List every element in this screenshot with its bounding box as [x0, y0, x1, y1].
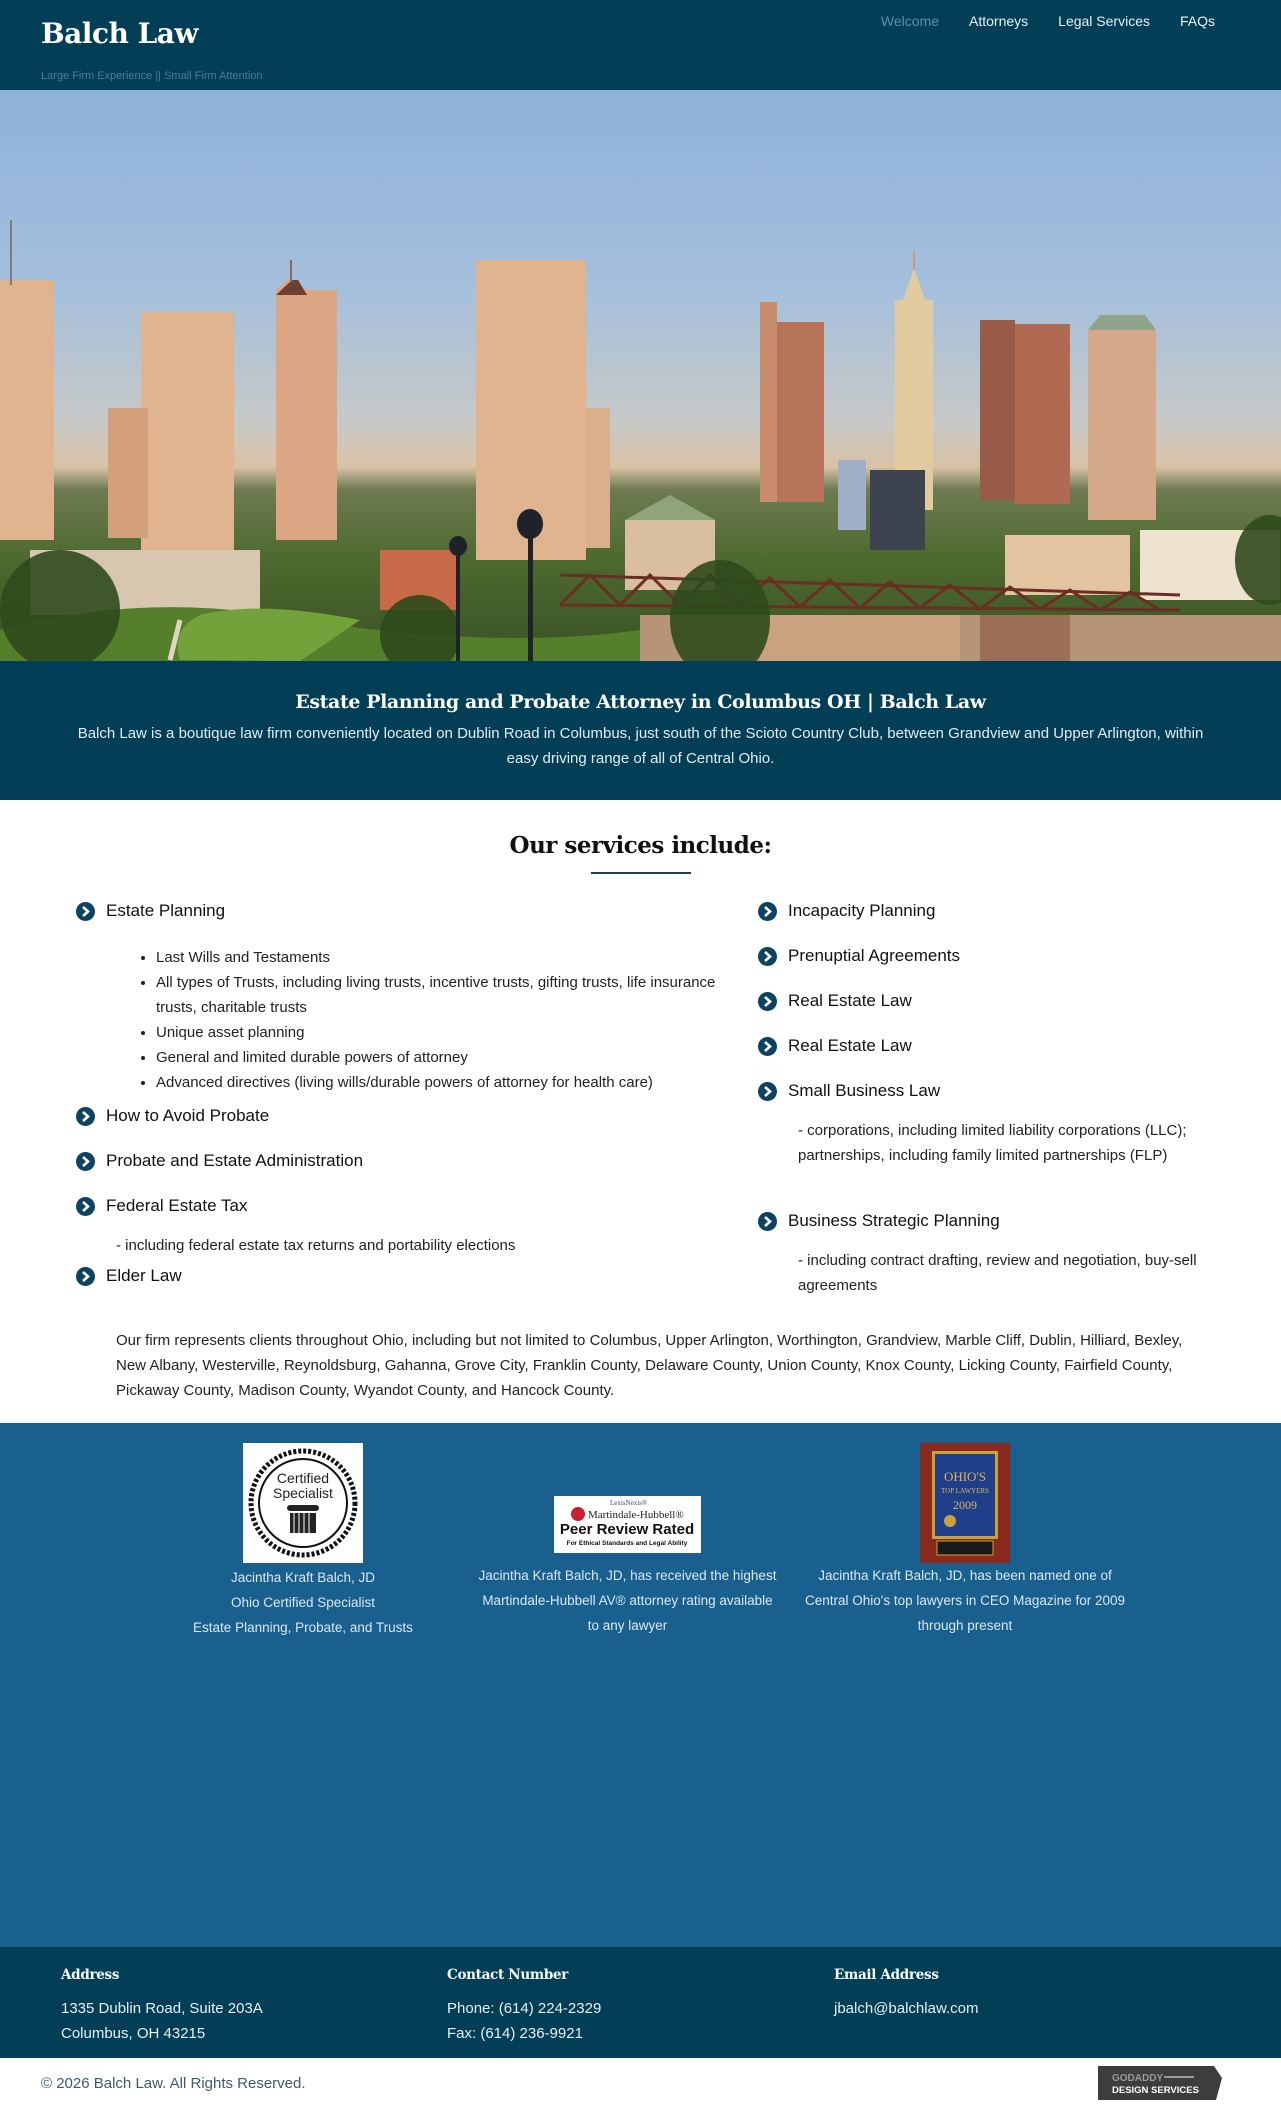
svg-text:TOP LAWYERS: TOP LAWYERS [941, 1487, 989, 1495]
credentials-section [0, 1423, 1281, 1947]
credential-line: Jacintha Kraft Balch, JD [230, 1570, 376, 1585]
site-brand[interactable]: Balch Law [41, 17, 199, 50]
svg-text:Specialist: Specialist [273, 1485, 333, 1501]
svg-text:DESIGN SERVICES: DESIGN SERVICES [1112, 2085, 1199, 2096]
intro-band [0, 661, 1281, 800]
godaddy-design-services-badge[interactable] [1098, 2066, 1222, 2100]
nav-legal-services[interactable]: Legal Services [1058, 13, 1150, 29]
chevron-circle-right-icon [758, 1212, 777, 1231]
service-probate-estate-admin[interactable] [76, 1151, 363, 1171]
page-title: Estate Planning and Probate Attorney in Columbus OH | Balch Law [295, 691, 986, 713]
small-business-note: - corporations, including limited liability corporations (LLC); partnerships, including family limited partnerships (FLP) [798, 1122, 1187, 1164]
service-label: Estate Planning [106, 901, 226, 920]
service-real-estate-law[interactable] [758, 991, 912, 1011]
footer-email [834, 1967, 978, 2021]
strategic-planning-note: - including contract drafting, review and negotiation, buy-sell agreements [798, 1252, 1197, 1294]
svg-text:For Ethical Standards and Lega: For Ethical Standards and Legal Ability [566, 1540, 688, 1547]
chevron-circle-right-icon [76, 1267, 95, 1286]
service-label: Federal Estate Tax [106, 1196, 248, 1215]
nav-welcome[interactable]: Welcome [880, 13, 940, 29]
chevron-circle-right-icon [758, 1037, 777, 1056]
chevron-circle-right-icon [76, 1152, 95, 1171]
service-label: Real Estate Law [788, 991, 912, 1010]
address-line: Columbus, OH 43215 [61, 2025, 206, 2042]
chevron-circle-right-icon [76, 1197, 95, 1216]
footer-heading: Email Address [834, 1967, 939, 1983]
chevron-circle-right-icon [76, 902, 95, 921]
credential-line: Central Ohio's top lawyers in CEO Magazine for 2009 [805, 1593, 1125, 1608]
ohios-top-lawyers-plaque-image [920, 1443, 1010, 1563]
footer-contact [0, 1947, 1281, 2058]
service-incapacity-planning[interactable] [758, 901, 935, 921]
svg-text:GODADDY: GODADDY [1112, 2073, 1164, 2084]
chevron-circle-right-icon [758, 902, 777, 921]
svg-text:Martindale-Hubbell®: Martindale-Hubbell® [588, 1509, 684, 1521]
credential-line: Estate Planning, Probate, and Trusts [193, 1620, 413, 1635]
fax-number: Fax: (614) 236-9921 [447, 2025, 583, 2042]
email-link[interactable]: jbalch@balchlaw.com [834, 2000, 979, 2017]
svg-text:2009: 2009 [953, 1498, 977, 1512]
list-item: • Advanced directives (living wills/durable powers of attorney for health care) [156, 1070, 736, 1095]
estate-planning-sublist [156, 945, 736, 1095]
list-item: • Last Wills and Testaments [156, 945, 736, 970]
footer-heading: Address [61, 1967, 120, 1983]
chevron-circle-right-icon [758, 947, 777, 966]
svg-text:LexisNexis®: LexisNexis® [610, 1499, 648, 1507]
service-real-estate-law-2[interactable] [758, 1036, 912, 1056]
credential-martindale-hubbell [460, 1496, 795, 1638]
chevron-circle-right-icon [76, 1107, 95, 1126]
service-areas-text: Our firm represents clients throughout Ohio, including but not limited to Columbus, Upper Arlington, Worthington, Grandview, Marble Cliff, Dublin, Hilliard, Bexley, New Albany, Westerville, Reynoldsburg, Gahanna, Grove City, Franklin County, Delaware County, Union County, Knox County, Licking County, Fairfield County, Pickaway County, Madison County, Wyandot County, and Hancock County. [116, 1332, 1183, 1399]
peer-review-rated-badge-image [554, 1496, 701, 1553]
credential-ohios-top-lawyers [795, 1443, 1135, 1638]
federal-estate-tax-note: - including federal estate tax returns and portability elections [116, 1237, 516, 1254]
svg-text:Peer Review Rated: Peer Review Rated [559, 1521, 695, 1538]
service-label: Elder Law [106, 1266, 182, 1285]
service-label: How to Avoid Probate [106, 1106, 270, 1125]
credential-certified-specialist [153, 1443, 453, 1640]
main-nav [881, 13, 1215, 29]
credential-line: through present [917, 1618, 1013, 1633]
svg-text:OHIO'S: OHIO'S [943, 1469, 987, 1484]
address-line: 1335 Dublin Road, Suite 203A [61, 2000, 263, 2017]
service-avoid-probate[interactable] [76, 1106, 269, 1126]
certified-specialist-seal-image [243, 1443, 363, 1563]
services-title: Our services include: [509, 832, 772, 859]
skyline-illustration [0, 90, 1281, 661]
service-label: Incapacity Planning [788, 901, 936, 920]
svg-text:Certified: Certified [276, 1470, 330, 1486]
credential-line: Jacintha Kraft Balch, JD, has been named one of [818, 1568, 1112, 1583]
credential-line: Ohio Certified Specialist [230, 1595, 376, 1610]
intro-text: Balch Law is a boutique law firm conveniently located on Dublin Road in Columbus, just south of the Scioto Country Club, between Grandview and Upper Arlington, within easy driving range of all of Central Ohio. [77, 725, 1204, 767]
service-label: Prenuptial Agreements [788, 946, 960, 965]
site-header [0, 0, 1281, 90]
service-elder-law[interactable] [76, 1266, 182, 1286]
list-item: • All types of Trusts, including living trusts, incentive trusts, gifting trusts, life insurance trusts, charitable trusts [156, 970, 736, 1020]
service-label: Probate and Estate Administration [106, 1151, 364, 1170]
chevron-circle-right-icon [758, 1082, 777, 1101]
list-item: • General and limited durable powers of attorney [156, 1045, 736, 1070]
footer-heading: Contact Number [447, 1967, 569, 1983]
service-business-strategic-planning[interactable] [758, 1211, 1000, 1231]
copyright-text: © 2026 Balch Law. All Rights Reserved. [41, 2075, 306, 2092]
service-prenuptial-agreements[interactable] [758, 946, 960, 966]
services-section [0, 800, 1281, 1423]
footer-contact-number [447, 1967, 601, 2046]
list-item: • Unique asset planning [156, 1020, 736, 1045]
hero-image-columbus-skyline [0, 90, 1281, 661]
service-federal-estate-tax[interactable] [76, 1196, 247, 1216]
service-estate-planning[interactable] [76, 901, 225, 921]
credential-line: to any lawyer [587, 1618, 668, 1633]
chevron-circle-right-icon [758, 992, 777, 1011]
credential-line: Jacintha Kraft Balch, JD, has received the highest [478, 1568, 777, 1583]
service-label: Small Business Law [788, 1081, 941, 1100]
service-label: Real Estate Law [788, 1036, 912, 1055]
site-tagline: Large Firm Experience || Small Firm Attention [41, 70, 263, 82]
service-label: Business Strategic Planning [788, 1211, 1000, 1230]
phone-link[interactable]: Phone: (614) 224-2329 [447, 2000, 602, 2017]
nav-faqs[interactable]: FAQs [1179, 13, 1215, 29]
nav-attorneys[interactable]: Attorneys [969, 13, 1029, 29]
footer-address [61, 1967, 263, 2046]
copyright-bar [0, 2058, 1281, 2111]
credential-line: Martindale-Hubbell AV® attorney rating available [482, 1593, 773, 1608]
service-small-business-law[interactable] [758, 1081, 940, 1101]
title-underline [591, 872, 691, 874]
